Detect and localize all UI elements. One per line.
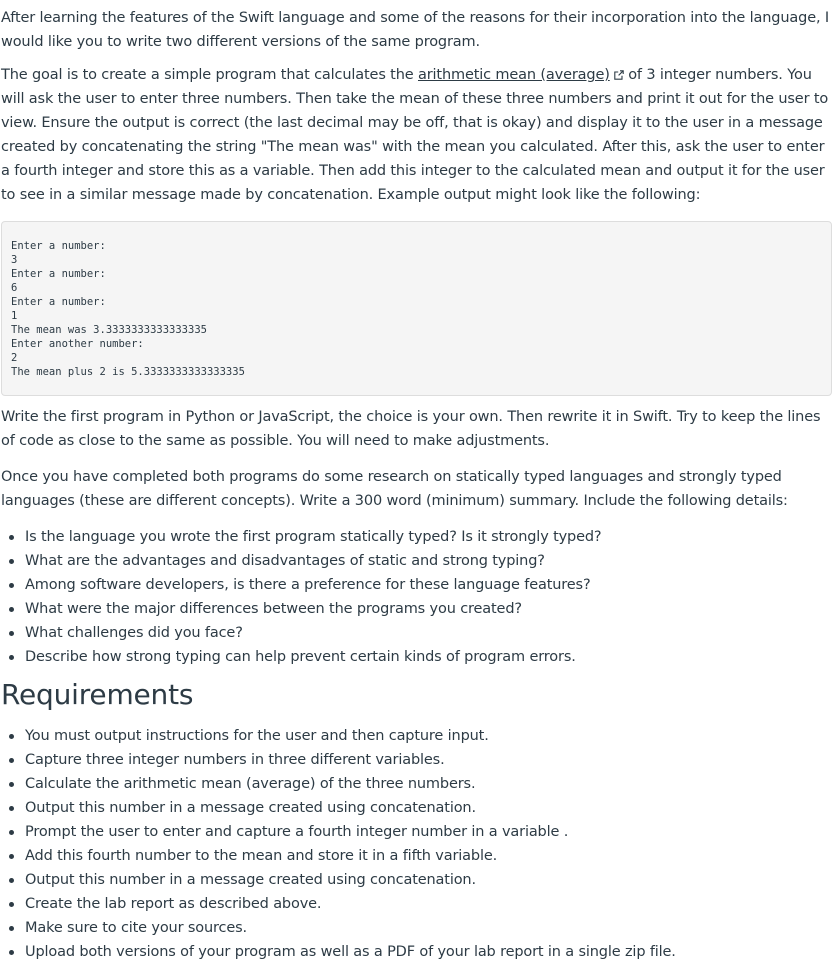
list-item: What are the advantages and disadvantages of static and strong typing? [0,549,601,573]
list-item: Is the language you wrote the first program statically typed? Is it strongly typed? [0,525,601,549]
first-program-paragraph: Write the first program in Python or JavaScript, the choice is your own. Then rewrite it in Swift. Try to keep the lines of code as close to the same as possible. You will need to make adjustments. [1,409,821,449]
requirements-heading: Requirements [1,678,194,711]
list-item: Add this fourth number to the mean and store it in a fifth variable. [0,844,676,868]
goal-text-before-link: The goal is to create a simple program that calculates the [1,67,418,83]
code-line: 2 [11,352,18,364]
code-line: The mean was 3.3333333333333335 [11,324,207,336]
list-item: What were the major differences between the programs you created? [0,597,601,621]
list-item: Calculate the arithmetic mean (average) of the three numbers. [0,772,676,796]
report-details-list [0,525,601,669]
list-item: You must output instructions for the user and then capture input. [0,724,676,748]
research-paragraph: Once you have completed both programs do some research on statically typed languages and strongly typed languages (these are different concepts). Write a 300 word (minimum) summary. Include the following details: [1,469,788,509]
list-item: Describe how strong typing can help prevent certain kinds of program errors. [0,645,601,669]
arithmetic-mean-link-text[interactable]: arithmetic mean (average) [417,67,610,83]
code-line: 1 [11,310,18,322]
intro-paragraph: After learning the features of the Swift language and some of the reasons for their incorporation into the language, I would like you to write two different versions of the same program. [1,10,830,50]
arithmetic-mean-link[interactable] [418,67,610,83]
list-item: Output this number in a message created using concatenation. [0,796,676,820]
list-item: Create the lab report as described above. [0,892,676,916]
list-item: Make sure to cite your sources. [0,916,676,940]
external-link-icon[interactable] [614,70,624,80]
code-line: Enter a number: [11,296,106,308]
code-line: Enter another number: [11,338,144,350]
goal-paragraph [1,63,835,207]
list-item: Prompt the user to enter and capture a fourth integer number in a variable . [0,820,676,844]
list-item: What challenges did you face? [0,621,601,645]
code-line: Enter a number: [11,268,106,280]
requirements-list [0,724,676,964]
list-item: Output this number in a message created using concatenation. [0,868,676,892]
list-item: Capture three integer numbers in three different variables. [0,748,676,772]
code-line: Enter a number: [11,240,106,252]
code-line: 3 [11,254,18,266]
code-line: 6 [11,282,18,294]
list-item: Among software developers, is there a preference for these language features? [0,573,601,597]
list-item: Upload both versions of your program as well as a PDF of your lab report in a single zip file. [0,940,676,964]
example-output-codeblock [1,221,832,396]
goal-text-after-link: of 3 integer numbers. You will ask the user to enter three numbers. Then take the mean of these three numbers and print it out for the user to view. Ensure the output is correct (the last decimal may be off, that is okay) and display it to the user in a message created by concatenating the string "The mean was" with the mean you calculated. After this, ask the user to enter a fourth integer and store this as a variable. Then add this integer to the calculated mean and output it for the user to see in a similar message made by concatenation. Example output might look like the following: [1,67,829,203]
code-line: The mean plus 2 is 5.3333333333333335 [11,366,245,378]
